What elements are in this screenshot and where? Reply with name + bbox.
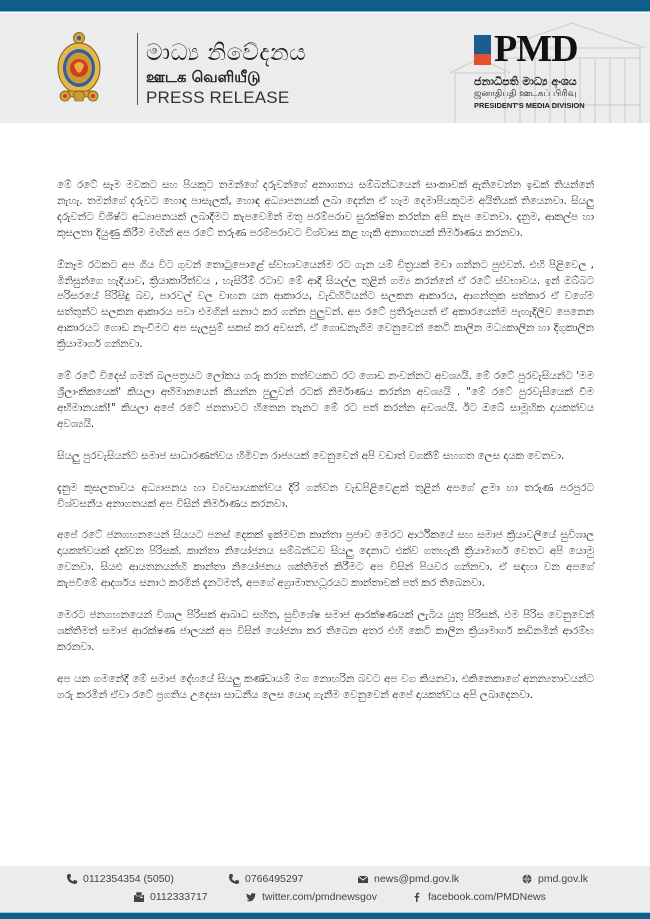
division-sinhala: ජනාධිපති මාධ්‍ය අංශය <box>474 75 577 88</box>
bottom-color-bar <box>0 912 650 919</box>
contact-email[interactable] <box>357 873 459 885</box>
body-paragraph: සියලු පුරවැසියන්ට සමාජ සාධාරණත්වය හිමිවන රාජ්‍යයක් වෙනුවෙන් අපි වඩාත් වගකීම් සහගත ලෙස දායක වෙනවා. <box>57 449 565 462</box>
body-paragraph: අප යන ගමනේදී මේ සමාජ දේහයේ සියලු කණ්ඩායම් මග නොහරින බවට අප වග කියනවා. එකිනෙකාගේ අනන්‍යතාවයන්ට ගරු කරමින් ඒවා රටේ ප්‍රගතිය උදෙසා සාධනීය ලෙස යොදා ගැනීම වෙනුවෙන් අපේ දායකත්වය අපි ලබාදෙනවා. <box>57 672 594 701</box>
phone-icon <box>228 873 240 885</box>
twitter-icon <box>245 891 257 903</box>
contact-facebook[interactable] <box>411 891 546 903</box>
press-release-title <box>146 39 306 109</box>
body-paragraph: මේ රටේ සෑම මවකට සහ පියකුට තමන්ගේ දරුවන්ගේ අනාගතය සම්බන්ධයෙන් සාංකාවක් ඇතිවෙන්න ඉඩක් තියන්නේ නැහැ. තමන්ගේ දරුවට හොඳ පාසැලක්, හොඳ අධ්‍යාපනයක් ලබා දෙන්න ඒ හැම දෙමාපියකුටම අයිතියක් තියෙනවා. සියලු දරුවන්ට විශිෂ්ට අධ්‍යාපනයක් ලබාදීමට කැපවෙමින් මතු පරම්පරාව සුරක්ෂිත කරන්න අපි කැප වෙනවා. දැනුම, ආකල්ප හා කුසලතා දියුණු කිරීම මඟින් අප රටේ තරුණ පරම්පරාවට විශ්වාස කළ හැකි අනාගතයක් නිර්මාණය කරනවා. <box>57 179 594 239</box>
contact-phone-main[interactable] <box>66 873 174 885</box>
title-english: PRESS RELEASE <box>146 88 290 107</box>
top-color-bar <box>0 0 650 12</box>
division-name <box>474 75 634 111</box>
contact-website[interactable] <box>521 873 588 885</box>
body-paragraph: මේ රටේ විදෙස් ගමන් බලපත්‍රයට ලෝකය ගරු කරන තත්වයකට රට ගොඩ නංවන්නට අවශ්‍යයි. මේ රටේ පුරවැසියන්ට 'මම ශ්‍රීලාංකිකයෙක්' කියලා අභිමානයෙන් කියන්න පුලුවන් රටක් නිර්මාණය කරන්න අවශ්‍යයි . "මේ රටේ පුරවැසියෙක් වීම අභිමානයක්!" කියලා අපේ රටේ ජනතාවට හිතෙන තැනට මේ රට පත් කරන්න අවශ්‍යයි. ඊට ඔබේ සාමූහික දායකත්වය අවශ්‍යයි. <box>57 370 594 430</box>
body-paragraph: දැනුම කුසලතාවය අධ්‍යාපනය හා ව්‍යවසායකත්වය දිරි ගන්වන වැඩපිළිවෙළක් තුළින් අපගේ ළමා හා තරුණ පරපුරට විශ්වසනීය අනාගතයක් අප විසින් නිර්මාණය කරනවා. <box>57 481 594 510</box>
fax-icon <box>133 891 145 903</box>
press-release-body <box>57 178 594 720</box>
website-text: pmd.gov.lk <box>538 873 588 885</box>
phone-main-text: 0112354354 (5050) <box>83 873 174 885</box>
pmd-logo-mark-icon <box>474 35 491 65</box>
phone-icon <box>66 873 78 885</box>
body-paragraph: ඕනෑම රටකට අප ගිය විට ගුවන් තොටුපොළේ ස්වභාවයෙන්ම රට ගැන යම් චිත්‍රයක් මවා ගන්නට පුළුවන්. එහි පිළිවෙල , මිනිසුන්ගෙ හැදියාව, ක්‍රියාකාරිත්වය , හැසිරීම් රටාව මේ ආදී සියල්ල තුළින් ගම්‍ය කරන්නේ ඒ රටේ ස්වභාවය. ඉන් ඔබ්බට පරිසරයේ පිරිසිදු බව, පාරවල් වල වාහන යන ආකාරය, වැඩිහිටියන්ට සලකන ආකාරය, ආගන්තුක සත්කාර ඒ වගේම සත්තුන්ට සලකන ආකාරය පවා එමගින් සනාථ කර ගන්න පුලුවන්. අප රටේ ප්‍රතිරූපයත් ඒ අකාරයෙන්ම පැහැදිලිව පෙනෙන ආකාරයට ගොඩ නැංවීමට අප සැලසුම් සකස් කර අවසන්. ඒ ගොඩනැගීම වෙනුවෙන් කෙටි කාලින මධ්‍යකාලින හා දිගුකාලින ක්‍රියාමාර්ග ගන්නවා. <box>57 258 594 351</box>
letterhead-header <box>0 13 650 123</box>
body-paragraph: අපේ රටේ ජනගහනයෙන් සියයට පනස් දෙකක් ඉක්මවන කාන්තා ප්‍රජාව මෙරට ආර්ථිකයේ සහ සමාජ ක්‍රියාවලියේ සුවිශාල දායකත්වයක් දක්වන පිරිසක්. කාන්තා නියෝජනය සම්බන්ධව සියලු දෙනාට එක්ව ගතහැකි ක්‍රියාමාර්ග වෙතට අපි යොමු වෙනවා. සියළු ආයතනයන්හි කාන්තා නියෝජනය ශක්තිමත් කිරීමට අප විසින් පියවර ගන්නවා. ඒ සඳහා වන අපගේ කැපවීමේ ආදර්ශය සනාථ කරමින් දැනටමත්, අපගේ අග්‍රාමාත්‍යධූරයට කාන්තාවක් පත් කර තිබෙනවා. <box>57 529 594 590</box>
contact-phone-mobile[interactable] <box>228 873 303 885</box>
envelope-icon <box>357 873 369 885</box>
fax-text: 0112333717 <box>150 891 208 903</box>
division-english: PRESIDENT'S MEDIA DIVISION <box>474 101 585 110</box>
pmd-logo-text: PMD <box>494 28 578 70</box>
title-tamil: ஊடக வெளியீடு <box>146 68 261 86</box>
contact-footer <box>0 866 650 912</box>
phone-mobile-text: 0766495297 <box>245 873 304 885</box>
twitter-text: twitter.com/pmdnewsgov <box>262 891 377 903</box>
contact-twitter[interactable] <box>245 891 377 903</box>
header-divider <box>137 33 138 105</box>
email-text: news@pmd.gov.lk <box>374 873 460 885</box>
contact-fax[interactable] <box>133 891 208 903</box>
national-emblem-icon <box>55 30 103 106</box>
facebook-icon <box>411 891 423 903</box>
footer-row-1 <box>0 873 650 889</box>
footer-row-2 <box>0 891 650 907</box>
division-tamil: ஜனாதிபதி ஊடகப் பிரிவு <box>474 89 577 99</box>
title-sinhala: මාධ්‍ය නිවේදනය <box>146 40 307 66</box>
globe-icon <box>521 873 533 885</box>
body-paragraph: මෙරට ජනගහනයෙන් විශාල පිරිසක් ආබාධ සහිත, සුවිශේෂ සමාජ ආරක්ෂණයක් ලැබිය යුතු පිරිසක්. එම පිරිස වෙනුවෙන් ශක්තිමත් සමාජ ආරක්ෂණ ජාලයක් අප විසින් යෝජනා කර තිබෙන අතර එහි කෙටි කාලින ක්‍රියාමාර්ග කඩිනමින් ආරම්භ කරනවා. <box>57 609 594 653</box>
facebook-text: facebook.com/PMDNews <box>428 891 546 903</box>
